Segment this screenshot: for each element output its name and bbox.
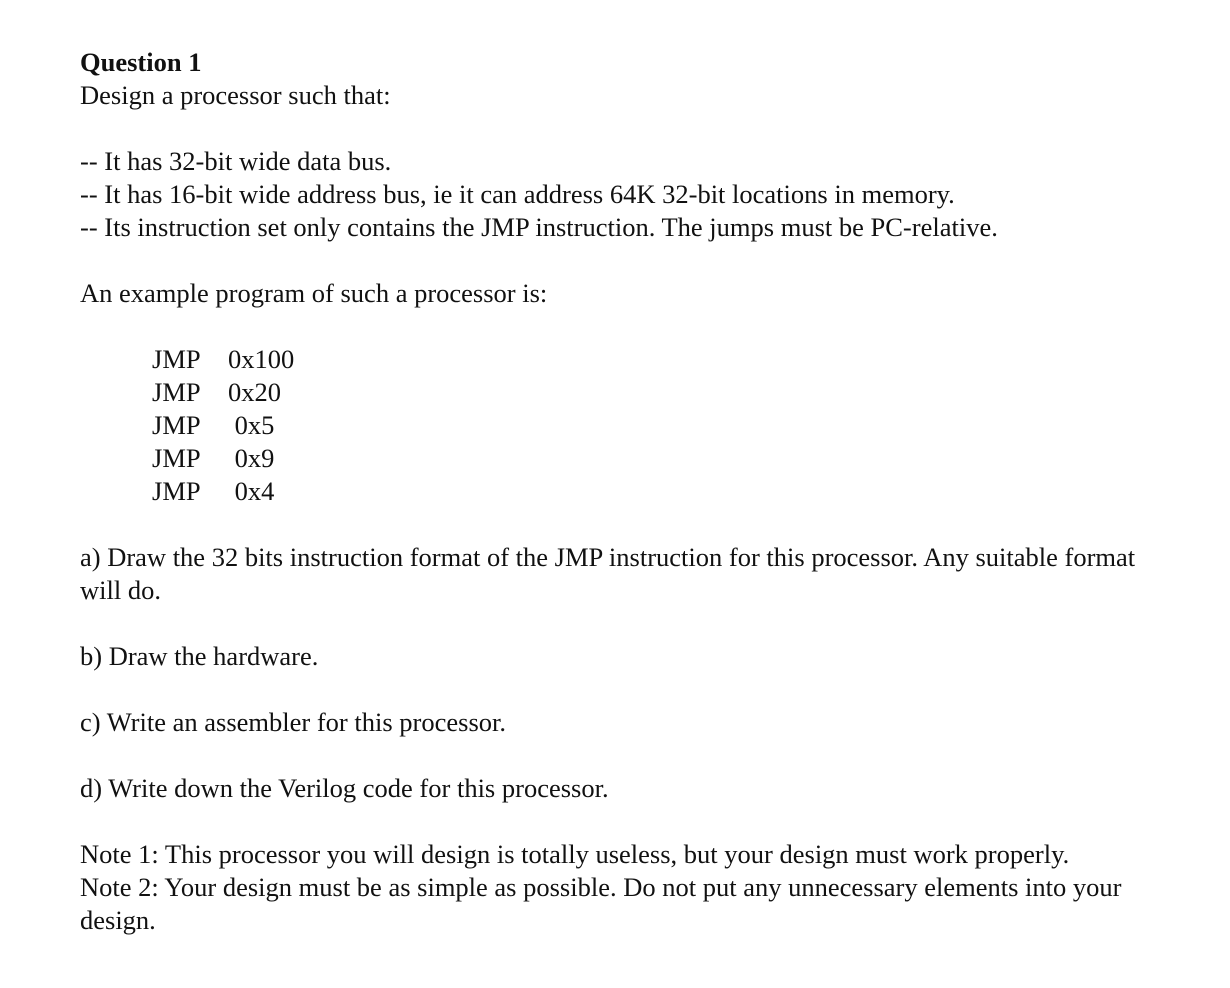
program-line <box>152 475 1180 508</box>
part-a: a) Draw the 32 bits instruction format of the JMP instruction for this processor. Any suitable format will do. <box>80 542 1136 605</box>
spacer <box>80 673 1180 706</box>
requirement-address-bus: -- It has 16-bit wide address bus, ie it can address 64K 32-bit locations in memory. <box>80 179 955 209</box>
program-opcode: JMP <box>152 410 201 440</box>
spacer <box>80 310 1180 343</box>
part-b: b) Draw the hardware. <box>80 641 319 671</box>
program-operand: 0x100 <box>228 344 295 374</box>
program-line <box>152 376 1180 409</box>
program-opcode: JMP <box>152 443 201 473</box>
spacer <box>80 607 1180 640</box>
program-operand: 0x5 <box>228 410 275 440</box>
example-intro: An example program of such a processor is: <box>80 278 548 308</box>
spacer <box>80 805 1180 838</box>
spacer <box>80 244 1180 277</box>
requirement-instruction-set: -- Its instruction set only contains the JMP instruction. The jumps must be PC-relative. <box>80 212 998 242</box>
spacer <box>80 112 1180 145</box>
program-opcode: JMP <box>152 344 201 374</box>
note-2: Note 2: Your design must be as simple as possible. Do not put any unnecessary elements into your design. <box>80 872 1122 935</box>
program-line <box>152 442 1180 475</box>
part-c: c) Write an assembler for this processor. <box>80 707 506 737</box>
part-d: d) Write down the Verilog code for this processor. <box>80 773 609 803</box>
program-opcode: JMP <box>152 476 201 506</box>
spacer <box>80 739 1180 772</box>
program-operand: 0x20 <box>228 377 281 407</box>
program-operand: 0x9 <box>228 443 275 473</box>
requirement-data-bus: -- It has 32-bit wide data bus. <box>80 146 392 176</box>
question-title: Question 1 <box>80 47 202 77</box>
note-1: Note 1: This processor you will design is totally useless, but your design must work properly. <box>80 839 1070 869</box>
question-intro: Design a processor such that: <box>80 80 391 110</box>
program-opcode: JMP <box>152 377 201 407</box>
program-line <box>152 409 1180 442</box>
program-operand: 0x4 <box>228 476 275 506</box>
question-document <box>80 46 1180 937</box>
spacer <box>80 508 1180 541</box>
example-program <box>80 343 1180 508</box>
program-line <box>152 343 1180 376</box>
